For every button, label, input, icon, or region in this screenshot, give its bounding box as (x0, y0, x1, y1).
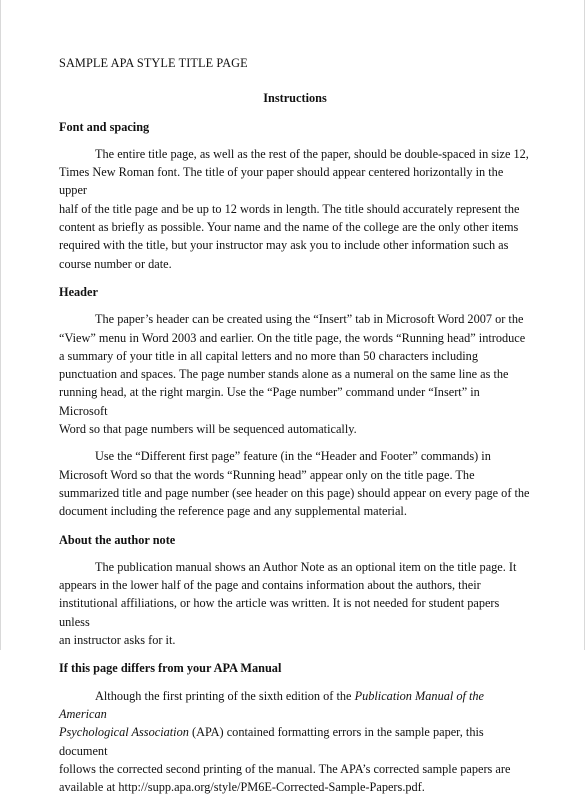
section-heading: About the author note (59, 532, 176, 547)
document-body (59, 54, 531, 805)
section-header (59, 283, 531, 521)
paragraph: The entire title page, as well as the rest of the paper, should be double-spaced in size 12, Times New Roman font. The title of your paper should appear centered horizontally in the upper half of the title page and be up to 12 words in length. The title should accurately represent the content as briefly as possible. Your name and the name of the college are the only other items required with the title, but your instructor may ask you to include other information such as course number or date. (59, 146, 529, 271)
paragraph-text: (APA) contained formatting errors in the sample paper, this document follows the corrected second printing of the manual. The APA’s corrected sample papers are available at http://supp.apa.org/style/PM6E-Corrected-Sample-Papers.pdf. (59, 725, 511, 795)
document-title: SAMPLE APA STYLE TITLE PAGE (59, 56, 248, 70)
paragraph (59, 687, 531, 797)
section-heading: Header (59, 284, 98, 299)
section-apa-manual-differences (59, 659, 531, 796)
italic-publication-title: Publication Manual of the American Psychological Association (59, 688, 485, 740)
section-heading: If this page differs from your APA Manual (59, 661, 282, 676)
paragraph-text: Although the first printing of the sixth edition of the (95, 688, 355, 703)
section-about-author-note (59, 531, 531, 650)
paragraph: Use the “Different first page” feature (in the “Header and Footer” commands) in Microsoft Word so that the words “Running head” appear only on the title page. The summarized title and page number (see header on this page) should appear on every page of the document including the reference page and any supplemental material. (59, 449, 530, 519)
section-heading: Font and spacing (59, 119, 150, 134)
instructions-heading: Instructions (263, 91, 327, 106)
paragraph: The paper’s header can be created using the “Insert” tab in Microsoft Word 2007 or the “View” menu in Word 2003 and earlier. On the title page, the words “Running head” introduce a summary of your title in all capital letters and no more than 50 characters including punctuation and spaces. The page number stands alone as a numeral on the same line as the running head, at the right margin. Use the “Page number” command under “Insert” in Microsoft Word so that page numbers will be sequenced automatically. (59, 312, 526, 437)
section-font-and-spacing (59, 118, 531, 273)
paragraph: The publication manual shows an Author Note as an optional item on the title page. It appears in the lower half of the page and contains information about the authors, their institutional affiliations, or how the article was written. It is not needed for student papers unless an instructor asks for it. (59, 559, 517, 648)
